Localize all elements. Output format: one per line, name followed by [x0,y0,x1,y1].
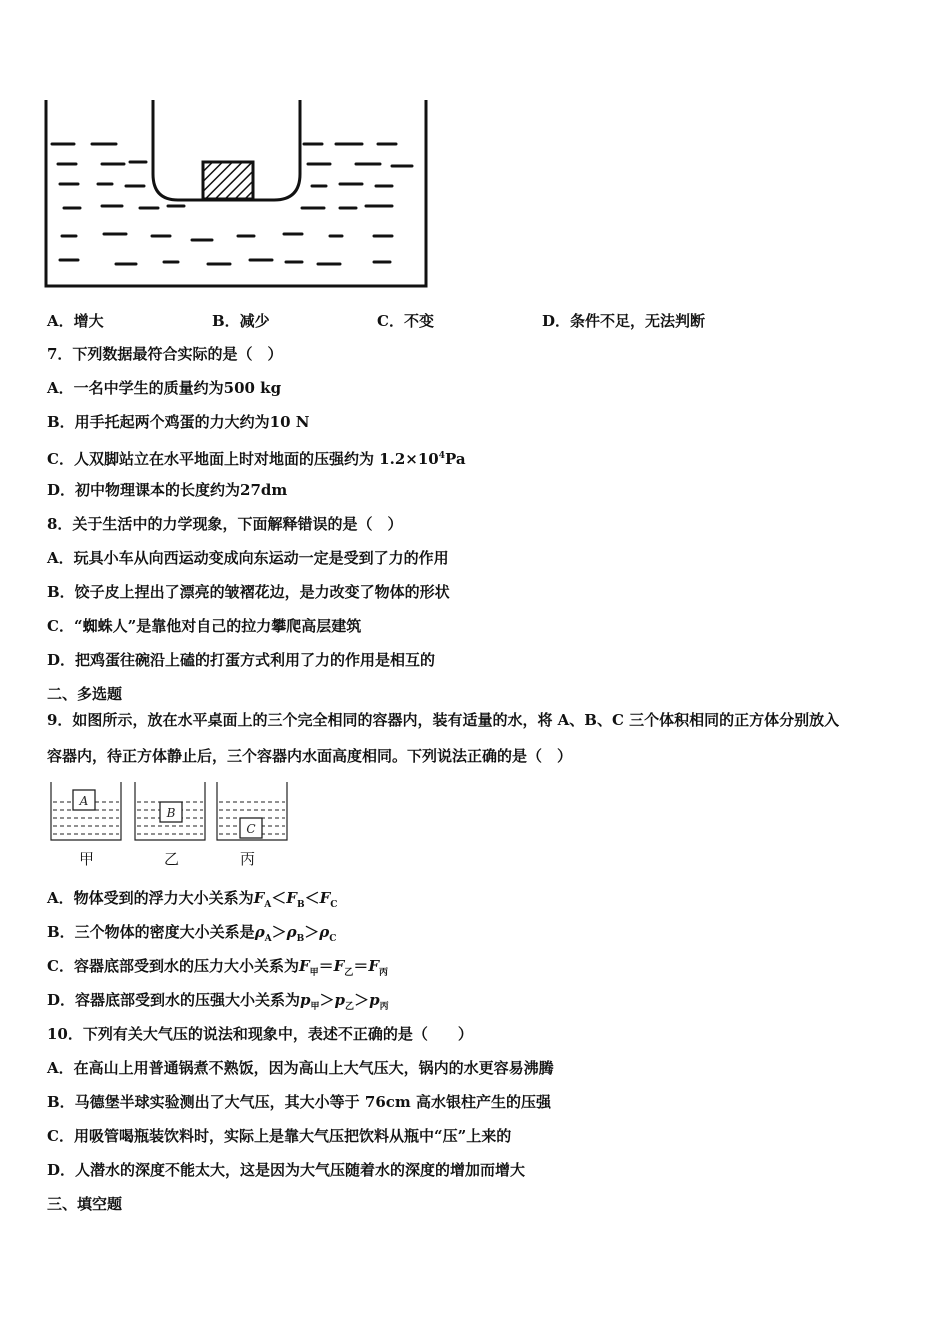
q6-figure [40,96,440,296]
q7-stem: 7．下列数据最符合实际的是（ ） [47,345,283,363]
q9-block-c-label: C [246,822,256,836]
q8-option-b: B．饺子皮上捏出了漂亮的皱褶花边，是力改变了物体的形状 [47,583,450,601]
q9-caption-yi: 乙 [164,850,180,868]
q9-stem-line1: 9．如图所示，放在水平桌面上的三个完全相同的容器内，装有适量的水，将 A、B、C 三个体积相同的正方体分别放入 [47,711,840,729]
q9-stem-line2: 容器内，待正方体静止后，三个容器内水面高度相同。下列说法正确的是（ ） [47,747,573,765]
q9-figure [45,778,295,848]
q7-option-a: A．一名中学生的质量约为500 kg [47,379,282,397]
q6-option-c: C．不变 [377,312,434,330]
section-fill-in: 三、填空题 [47,1195,123,1213]
q9-block-a-label: A [79,794,89,808]
q6-option-a: A．增大 [47,312,104,330]
section-multiple-choice: 二、多选题 [47,685,123,703]
q8-option-a: A．玩具小车从向西运动变成向东运动一定是受到了力的作用 [47,549,449,567]
q9-option-a: A．物体受到的浮力大小关系为$F_A<F_B<F_C$ [47,889,338,910]
q6-option-d: D．条件不足，无法判断 [542,312,706,330]
q7-option-b: B．用手托起两个鸡蛋的力大约为10 N [47,413,310,431]
q9-caption-bing: 丙 [240,850,256,868]
q7-option-d: D．初中物理课本的长度约为27dm [47,481,288,499]
q9-caption-jia: 甲 [79,850,95,868]
q10-option-c: C．用吸管喝瓶装饮料时，实际上是靠大气压把饮料从瓶中“压”上来的 [47,1127,512,1145]
q9-block-b-label: B [166,806,176,820]
q6-option-b: B．减少 [212,312,270,330]
q9-option-b: B．三个物体的密度大小关系是$\rho_A>\rho_B>\rho_C$ [47,923,337,944]
q10-option-d: D．人潜水的深度不能太大，这是因为大气压随着水的深度的增加而增大 [47,1161,526,1179]
q8-stem: 8．关于生活中的力学现象，下面解释错误的是（ ） [47,515,403,533]
q10-stem: 10．下列有关大气压的说法和现象中，表述不正确的是（ ） [47,1025,473,1043]
q8-option-c: C．“蜘蛛人”是靠他对自己的拉力攀爬高层建筑 [47,617,362,635]
q10-option-b: B．马德堡半球实验测出了大气压，其大小等于 76cm 高水银柱产生的压强 [47,1093,552,1111]
q9-option-d: D．容器底部受到水的压强大小关系为$p_甲>p_乙>p_丙$ [47,991,389,1012]
q10-option-a: A．在高山上用普通锅煮不熟饭，因为高山上大气压大，锅内的水更容易沸腾 [47,1059,554,1077]
q7-option-c: C．人双脚站立在水平地面上时对地面的压强约为 $1.2\times 10^4Pa$ [47,450,466,468]
q9-option-c: C．容器底部受到水的压力大小关系为$F_甲=F_乙=F_丙$ [47,957,388,978]
q8-option-d: D．把鸡蛋往碗沿上磕的打蛋方式利用了力的作用是相互的 [47,651,436,669]
